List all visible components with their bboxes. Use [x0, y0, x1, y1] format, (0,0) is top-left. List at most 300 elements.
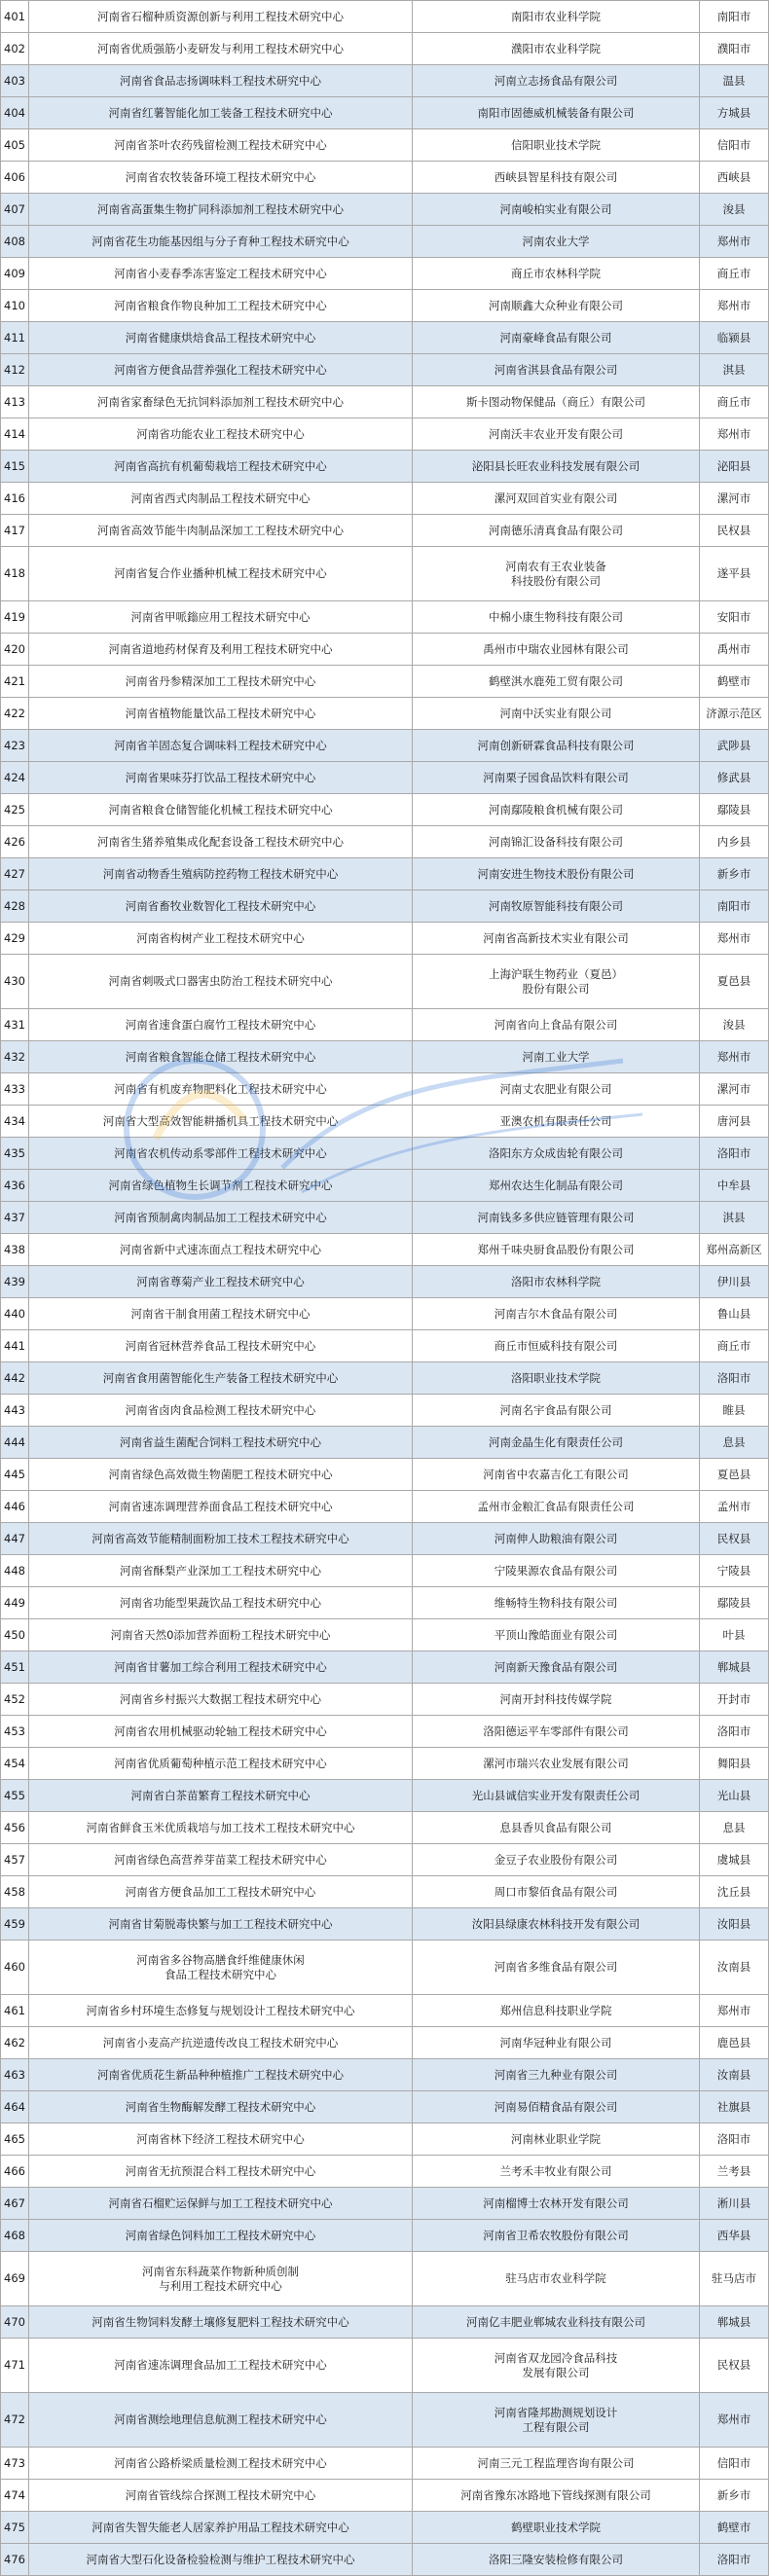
row-number: 450 — [1, 1619, 29, 1651]
organization-name: 兰考禾丰牧业有限公司 — [413, 2156, 700, 2188]
organization-name: 息县香贝食品有限公司 — [413, 1812, 700, 1844]
organization-name: 漯河双回首实业有限公司 — [413, 483, 700, 515]
row-number: 415 — [1, 451, 29, 483]
table-row — [1, 194, 769, 226]
table-row — [1, 1170, 769, 1202]
city-name: 商丘市 — [700, 1330, 769, 1362]
row-number: 460 — [1, 1941, 29, 1995]
table-row — [1, 762, 769, 794]
organization-name: 河南金晶生化有限责任公司 — [413, 1427, 700, 1459]
city-name: 泌阳县 — [700, 451, 769, 483]
organization-name: 中棉小康生物科技有限公司 — [413, 601, 700, 634]
city-name: 鹤壁市 — [700, 666, 769, 698]
city-name: 兰考县 — [700, 2156, 769, 2188]
center-name: 河南省鲜食玉米优质栽培与加工技术工程技术研究中心 — [29, 1812, 413, 1844]
row-number: 413 — [1, 386, 29, 418]
city-name: 武陟县 — [700, 730, 769, 762]
center-name: 河南省小麦春季冻害鉴定工程技术研究中心 — [29, 258, 413, 290]
center-name: 河南省绿色高营养芽苗菜工程技术研究中心 — [29, 1844, 413, 1876]
city-name: 驻马店市 — [700, 2252, 769, 2306]
city-name: 舞阳县 — [700, 1748, 769, 1780]
city-name: 郸城县 — [700, 2306, 769, 2339]
center-name: 河南省植物能量饮品工程技术研究中心 — [29, 698, 413, 730]
table-row — [1, 2393, 769, 2448]
city-name: 沈丘县 — [700, 1876, 769, 1908]
city-name: 淇县 — [700, 354, 769, 386]
city-name: 温县 — [700, 65, 769, 97]
table-row — [1, 1523, 769, 1555]
organization-name: 河南顺鑫大众种业有限公司 — [413, 290, 700, 322]
organization-name: 河南立志扬食品有限公司 — [413, 65, 700, 97]
organization-name: 信阳职业技术学院 — [413, 129, 700, 162]
row-number: 403 — [1, 65, 29, 97]
row-number: 417 — [1, 515, 29, 547]
table-row — [1, 826, 769, 858]
city-name: 鄢陵县 — [700, 1587, 769, 1619]
center-name: 河南省食用菌智能化生产装备工程技术研究中心 — [29, 1362, 413, 1395]
organization-name: 西峡县智星科技有限公司 — [413, 162, 700, 194]
center-name: 河南省羊固态复合调味料工程技术研究中心 — [29, 730, 413, 762]
city-name: 民权县 — [700, 2339, 769, 2393]
city-name: 南阳市 — [700, 1, 769, 33]
city-name: 郑州市 — [700, 2393, 769, 2448]
city-name: 郑州市 — [700, 923, 769, 955]
organization-name: 鹤壁淇水鹿苑工贸有限公司 — [413, 666, 700, 698]
center-name: 河南省高效节能精制面粉加工技术工程技术研究中心 — [29, 1523, 413, 1555]
table-row — [1, 1491, 769, 1523]
city-name: 新乡市 — [700, 2480, 769, 2512]
center-name: 河南省乡村振兴大数据工程技术研究中心 — [29, 1684, 413, 1716]
row-number: 465 — [1, 2123, 29, 2156]
city-name: 临颍县 — [700, 322, 769, 354]
organization-name: 光山县诚信实业开发有限责任公司 — [413, 1780, 700, 1812]
table-row — [1, 1459, 769, 1491]
center-name: 河南省速冻调理营养面食品工程技术研究中心 — [29, 1491, 413, 1523]
row-number: 445 — [1, 1459, 29, 1491]
table-row — [1, 1587, 769, 1619]
center-name: 河南省西式肉制品工程技术研究中心 — [29, 483, 413, 515]
row-number: 428 — [1, 890, 29, 923]
center-name: 河南省功能农业工程技术研究中心 — [29, 418, 413, 451]
city-name: 民权县 — [700, 515, 769, 547]
row-number: 421 — [1, 666, 29, 698]
center-name: 河南省优质强筋小麦研发与利用工程技术研究中心 — [29, 33, 413, 65]
row-number: 422 — [1, 698, 29, 730]
city-name: 汝南县 — [700, 2059, 769, 2091]
table-row — [1, 698, 769, 730]
organization-name: 河南三元工程监理咨询有限公司 — [413, 2448, 700, 2480]
city-name: 郑州市 — [700, 1995, 769, 2027]
row-number: 423 — [1, 730, 29, 762]
table-row — [1, 129, 769, 162]
organization-name: 河南名宇食品有限公司 — [413, 1395, 700, 1427]
city-name: 中牟县 — [700, 1170, 769, 1202]
city-name: 濮阳市 — [700, 33, 769, 65]
city-name: 济源示范区 — [700, 698, 769, 730]
city-name: 夏邑县 — [700, 955, 769, 1009]
organization-name: 河南省向上食品有限公司 — [413, 1009, 700, 1041]
row-number: 405 — [1, 129, 29, 162]
row-number: 409 — [1, 258, 29, 290]
row-number: 407 — [1, 194, 29, 226]
table-row — [1, 2220, 769, 2252]
organization-name: 河南钱多多供应链管理有限公司 — [413, 1202, 700, 1234]
table-row — [1, 1941, 769, 1995]
city-name: 商丘市 — [700, 258, 769, 290]
city-name: 禹州市 — [700, 634, 769, 666]
table-row — [1, 666, 769, 698]
city-name: 洛阳市 — [700, 1138, 769, 1170]
center-name: 河南省公路桥梁质量检测工程技术研究中心 — [29, 2448, 413, 2480]
table-row — [1, 1716, 769, 1748]
table-row — [1, 1812, 769, 1844]
center-name: 河南省干制食用菌工程技术研究中心 — [29, 1298, 413, 1330]
table-row — [1, 386, 769, 418]
center-name: 河南省农机传动系零部件工程技术研究中心 — [29, 1138, 413, 1170]
organization-name: 河南农业大学 — [413, 226, 700, 258]
row-number: 433 — [1, 1073, 29, 1106]
table-row — [1, 1041, 769, 1073]
row-number: 442 — [1, 1362, 29, 1395]
organization-name: 河南省卫希农牧股份有限公司 — [413, 2220, 700, 2252]
center-name: 河南省速食蛋白腐竹工程技术研究中心 — [29, 1009, 413, 1041]
table-row — [1, 1651, 769, 1684]
organization-name: 汝阳县绿康农林科技开发有限公司 — [413, 1908, 700, 1941]
row-number: 424 — [1, 762, 29, 794]
city-name: 社旗县 — [700, 2091, 769, 2123]
table-row — [1, 2027, 769, 2059]
city-name: 息县 — [700, 1427, 769, 1459]
center-name: 河南省乡村环境生态修复与规划设计工程技术研究中心 — [29, 1995, 413, 2027]
organization-name: 鹤壁职业技术学院 — [413, 2512, 700, 2544]
table-row — [1, 1619, 769, 1651]
row-number: 453 — [1, 1716, 29, 1748]
row-number: 425 — [1, 794, 29, 826]
table-row — [1, 1234, 769, 1266]
center-name: 河南省绿色植物生长调节剂工程技术研究中心 — [29, 1170, 413, 1202]
row-number: 472 — [1, 2393, 29, 2448]
row-number: 410 — [1, 290, 29, 322]
table-row — [1, 1395, 769, 1427]
table-row — [1, 1876, 769, 1908]
table-row — [1, 955, 769, 1009]
organization-name: 宁陵果源农食品有限公司 — [413, 1555, 700, 1587]
organization-name: 郑州千味央厨食品股份有限公司 — [413, 1234, 700, 1266]
center-name: 河南省构树产业工程技术研究中心 — [29, 923, 413, 955]
center-name: 河南省绿色饲料加工工程技术研究中心 — [29, 2220, 413, 2252]
organization-name: 河南亿丰肥业郸城农业科技有限公司 — [413, 2306, 700, 2339]
center-name: 河南省东科蔬菜作物新种质创制 与利用工程技术研究中心 — [29, 2252, 413, 2306]
center-name: 河南省畜牧业数智化工程技术研究中心 — [29, 890, 413, 923]
table-row — [1, 2188, 769, 2220]
center-name: 河南省健康烘焙食品工程技术研究中心 — [29, 322, 413, 354]
row-number: 402 — [1, 33, 29, 65]
center-name: 河南省天然0添加营养面粉工程技术研究中心 — [29, 1619, 413, 1651]
center-name: 河南省石榴贮运保鲜与加工工程技术研究中心 — [29, 2188, 413, 2220]
organization-name: 濮阳市农业科学院 — [413, 33, 700, 65]
city-name: 洛阳市 — [700, 2123, 769, 2156]
organization-name: 河南工业大学 — [413, 1041, 700, 1073]
city-name: 郑州市 — [700, 418, 769, 451]
row-number: 408 — [1, 226, 29, 258]
center-name: 河南省管线综合探测工程技术研究中心 — [29, 2480, 413, 2512]
city-name: 睢县 — [700, 1395, 769, 1427]
center-name: 河南省刺吸式口器害虫防治工程技术研究中心 — [29, 955, 413, 1009]
city-name: 浚县 — [700, 194, 769, 226]
center-name: 河南省失智失能老人居家养护用品工程技术研究中心 — [29, 2512, 413, 2544]
row-number: 466 — [1, 2156, 29, 2188]
center-name: 河南省方便食品营养强化工程技术研究中心 — [29, 354, 413, 386]
organization-name: 南阳市农业科学院 — [413, 1, 700, 33]
table-row — [1, 1, 769, 33]
table-row — [1, 1330, 769, 1362]
center-name: 河南省红薯智能化加工装备工程技术研究中心 — [29, 97, 413, 129]
table-row — [1, 858, 769, 890]
row-number: 441 — [1, 1330, 29, 1362]
row-number: 412 — [1, 354, 29, 386]
organization-name: 河南沃丰农业开发有限公司 — [413, 418, 700, 451]
row-number: 443 — [1, 1395, 29, 1427]
table-row — [1, 1298, 769, 1330]
row-number: 448 — [1, 1555, 29, 1587]
city-name: 方城县 — [700, 97, 769, 129]
organization-name: 河南省隆邦勘测规划设计 工程有限公司 — [413, 2393, 700, 2448]
city-name: 虞城县 — [700, 1844, 769, 1876]
table-row — [1, 515, 769, 547]
organization-name: 河南丈农肥业有限公司 — [413, 1073, 700, 1106]
organization-name: 河南创新研霖食品科技有限公司 — [413, 730, 700, 762]
row-number: 475 — [1, 2512, 29, 2544]
organization-name: 河南省中农嘉吉化工有限公司 — [413, 1459, 700, 1491]
city-name: 唐河县 — [700, 1106, 769, 1138]
table-row — [1, 1266, 769, 1298]
center-name: 河南省食品志扬调味料工程技术研究中心 — [29, 65, 413, 97]
table-row — [1, 1684, 769, 1716]
center-name: 河南省功能型果蔬饮品工程技术研究中心 — [29, 1587, 413, 1619]
city-name: 洛阳市 — [700, 1716, 769, 1748]
center-name: 河南省甘菊脱毒快繁与加工工程技术研究中心 — [29, 1908, 413, 1941]
center-name: 河南省大型高效智能耕播机具工程技术研究中心 — [29, 1106, 413, 1138]
center-name: 河南省粮食作物良种加工工程技术研究中心 — [29, 290, 413, 322]
table-row — [1, 226, 769, 258]
center-name: 河南省优质葡萄种植示范工程技术研究中心 — [29, 1748, 413, 1780]
row-number: 430 — [1, 955, 29, 1009]
city-name: 民权县 — [700, 1523, 769, 1555]
row-number: 455 — [1, 1780, 29, 1812]
organization-name: 河南锦汇设备科技有限公司 — [413, 826, 700, 858]
organization-name: 河南德乐清真食品有限公司 — [413, 515, 700, 547]
center-name: 河南省卤肉食品检测工程技术研究中心 — [29, 1395, 413, 1427]
center-name: 河南省丹参精深加工工程技术研究中心 — [29, 666, 413, 698]
organization-name: 维畅特生物科技有限公司 — [413, 1587, 700, 1619]
organization-name: 驻马店市农业科学院 — [413, 2252, 700, 2306]
city-name: 郑州市 — [700, 290, 769, 322]
city-name: 漯河市 — [700, 483, 769, 515]
table-row — [1, 1362, 769, 1395]
city-name: 南阳市 — [700, 890, 769, 923]
city-name: 汝阳县 — [700, 1908, 769, 1941]
organization-name: 河南栗子园食品饮料有限公司 — [413, 762, 700, 794]
city-name: 鹿邑县 — [700, 2027, 769, 2059]
organization-name: 河南中沃实业有限公司 — [413, 698, 700, 730]
organization-name: 亚澳农机有限责任公司 — [413, 1106, 700, 1138]
row-number: 449 — [1, 1587, 29, 1619]
center-name: 河南省预制禽肉制品加工工程技术研究中心 — [29, 1202, 413, 1234]
organization-name: 河南华冠种业有限公司 — [413, 2027, 700, 2059]
organization-name: 河南省豫东冰路地下管线探测有限公司 — [413, 2480, 700, 2512]
organization-name: 漯河市瑞兴农业发展有限公司 — [413, 1748, 700, 1780]
organization-name: 河南安进生物技术股份有限公司 — [413, 858, 700, 890]
row-number: 476 — [1, 2544, 29, 2576]
row-number: 461 — [1, 1995, 29, 2027]
city-name: 淇县 — [700, 1202, 769, 1234]
row-number: 437 — [1, 1202, 29, 1234]
center-name: 河南省测绘地理信息航测工程技术研究中心 — [29, 2393, 413, 2448]
row-number: 420 — [1, 634, 29, 666]
center-name: 河南省大型石化设备检验检测与维护工程技术研究中心 — [29, 2544, 413, 2576]
table-row — [1, 418, 769, 451]
row-number: 414 — [1, 418, 29, 451]
table-row — [1, 1844, 769, 1876]
center-name: 河南省复合作业播种机械工程技术研究中心 — [29, 547, 413, 601]
row-number: 468 — [1, 2220, 29, 2252]
table-row — [1, 451, 769, 483]
organization-name: 河南伸人助粮油有限公司 — [413, 1523, 700, 1555]
table-row — [1, 1780, 769, 1812]
row-number: 426 — [1, 826, 29, 858]
city-name: 内乡县 — [700, 826, 769, 858]
organization-name: 河南省多维食品有限公司 — [413, 1941, 700, 1995]
table-row — [1, 2252, 769, 2306]
row-number: 429 — [1, 923, 29, 955]
center-name: 河南省家畜绿色无抗饲料添加剂工程技术研究中心 — [29, 386, 413, 418]
table-row — [1, 2156, 769, 2188]
city-name: 漯河市 — [700, 1073, 769, 1106]
row-number: 446 — [1, 1491, 29, 1523]
row-number: 416 — [1, 483, 29, 515]
organization-name: 洛阳市农林科学院 — [413, 1266, 700, 1298]
center-name: 河南省生猪养殖集成化配套设备工程技术研究中心 — [29, 826, 413, 858]
city-name: 遂平县 — [700, 547, 769, 601]
row-number: 406 — [1, 162, 29, 194]
organization-name: 上海沪联生物药业（夏邑） 股份有限公司 — [413, 955, 700, 1009]
row-number: 438 — [1, 1234, 29, 1266]
table-row — [1, 322, 769, 354]
organization-name: 平顶山豫皓面业有限公司 — [413, 1619, 700, 1651]
row-number: 464 — [1, 2091, 29, 2123]
table-row — [1, 2306, 769, 2339]
table-row — [1, 2512, 769, 2544]
row-number: 444 — [1, 1427, 29, 1459]
table-row — [1, 290, 769, 322]
table-row — [1, 890, 769, 923]
organization-name: 商丘市恒威科技有限公司 — [413, 1330, 700, 1362]
row-number: 439 — [1, 1266, 29, 1298]
center-name: 河南省粮食智能仓储工程技术研究中心 — [29, 1041, 413, 1073]
row-number: 435 — [1, 1138, 29, 1170]
center-name: 河南省高效节能牛肉制品深加工工程技术研究中心 — [29, 515, 413, 547]
organization-name: 河南农有王农业装备 科技股份有限公司 — [413, 547, 700, 601]
organization-name: 河南省淇县食品有限公司 — [413, 354, 700, 386]
row-number: 473 — [1, 2448, 29, 2480]
city-name: 信阳市 — [700, 2448, 769, 2480]
organization-name: 郑州信息科技职业学院 — [413, 1995, 700, 2027]
table-body — [1, 1, 769, 2576]
center-name: 河南省道地药材保育及利用工程技术研究中心 — [29, 634, 413, 666]
table-row — [1, 1427, 769, 1459]
table-row — [1, 65, 769, 97]
organization-name: 金豆子农业股份有限公司 — [413, 1844, 700, 1876]
table-row — [1, 2480, 769, 2512]
row-number: 432 — [1, 1041, 29, 1073]
table-row — [1, 601, 769, 634]
organization-name: 河南鄢陵粮食机械有限公司 — [413, 794, 700, 826]
city-name: 信阳市 — [700, 129, 769, 162]
city-name: 叶县 — [700, 1619, 769, 1651]
center-name: 河南省农牧装备环境工程技术研究中心 — [29, 162, 413, 194]
center-name: 河南省石榴种质资源创新与利用工程技术研究中心 — [29, 1, 413, 33]
table-row — [1, 794, 769, 826]
organization-name: 河南开封科技传媒学院 — [413, 1684, 700, 1716]
row-number: 474 — [1, 2480, 29, 2512]
organization-name: 河南豪峰食品有限公司 — [413, 322, 700, 354]
table-row — [1, 258, 769, 290]
table-row — [1, 1555, 769, 1587]
organization-name: 郑州农达生化制品有限公司 — [413, 1170, 700, 1202]
center-name: 河南省果味芬打饮品工程技术研究中心 — [29, 762, 413, 794]
row-number: 467 — [1, 2188, 29, 2220]
city-name: 淅川县 — [700, 2188, 769, 2220]
table-row — [1, 1995, 769, 2027]
organization-name: 洛阳东方众成齿轮有限公司 — [413, 1138, 700, 1170]
table-row — [1, 1202, 769, 1234]
center-name: 河南省多谷物高膳食纤维健康休闲 食品工程技术研究中心 — [29, 1941, 413, 1995]
table-row — [1, 2339, 769, 2393]
row-number: 456 — [1, 1812, 29, 1844]
table-row — [1, 923, 769, 955]
city-name: 开封市 — [700, 1684, 769, 1716]
row-number: 440 — [1, 1298, 29, 1330]
row-number: 419 — [1, 601, 29, 634]
row-number: 452 — [1, 1684, 29, 1716]
city-name: 伊川县 — [700, 1266, 769, 1298]
city-name: 夏邑县 — [700, 1459, 769, 1491]
table-row — [1, 2091, 769, 2123]
organization-name: 洛阳德运平车零部件有限公司 — [413, 1716, 700, 1748]
table-row — [1, 730, 769, 762]
table-row — [1, 97, 769, 129]
center-name: 河南省粮食仓储智能化机械工程技术研究中心 — [29, 794, 413, 826]
table-row — [1, 162, 769, 194]
table-row — [1, 1009, 769, 1041]
organization-name: 禹州市中瑞农业园林有限公司 — [413, 634, 700, 666]
center-name: 河南省酥梨产业深加工工程技术研究中心 — [29, 1555, 413, 1587]
organization-name: 泌阳县长旺农业科技发展有限公司 — [413, 451, 700, 483]
center-name: 河南省尊菊产业工程技术研究中心 — [29, 1266, 413, 1298]
city-name: 汝南县 — [700, 1941, 769, 1995]
organization-name: 河南省三九种业有限公司 — [413, 2059, 700, 2091]
center-name: 河南省生物酶解发酵工程技术研究中心 — [29, 2091, 413, 2123]
row-number: 462 — [1, 2027, 29, 2059]
center-name: 河南省甘薯加工综合利用工程技术研究中心 — [29, 1651, 413, 1684]
center-name: 河南省高抗有机葡萄栽培工程技术研究中心 — [29, 451, 413, 483]
row-number: 459 — [1, 1908, 29, 1941]
row-number: 447 — [1, 1523, 29, 1555]
center-name: 河南省优质花生新品种种植推广工程技术研究中心 — [29, 2059, 413, 2091]
center-name: 河南省方便食品加工工程技术研究中心 — [29, 1876, 413, 1908]
center-name: 河南省甲哌鎓应用工程技术研究中心 — [29, 601, 413, 634]
organization-name: 河南吉尔木食品有限公司 — [413, 1298, 700, 1330]
